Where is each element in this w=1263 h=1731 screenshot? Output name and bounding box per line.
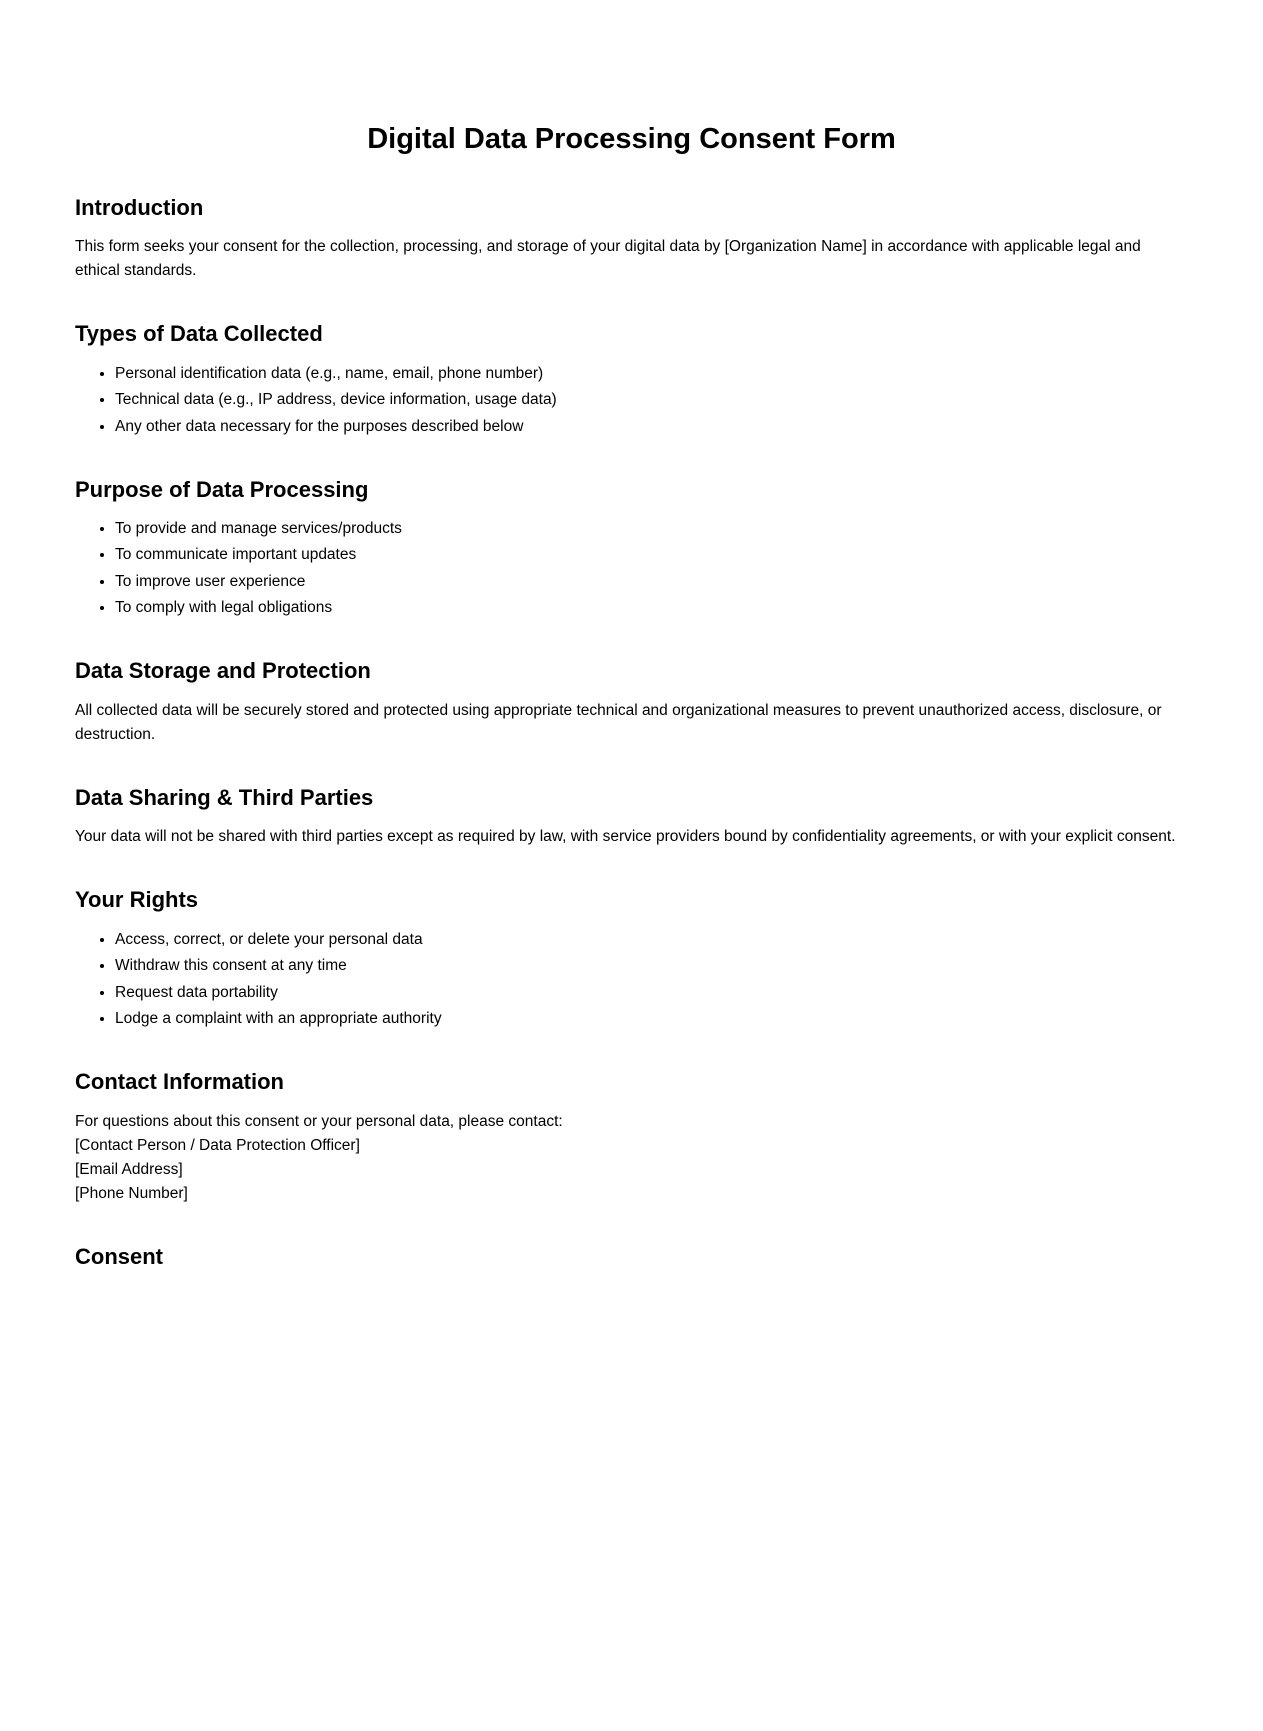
section-heading-consent: Consent	[75, 1243, 163, 1269]
section-heading-types-of-data-collected: Types of Data Collected	[75, 321, 323, 347]
data-sharing-paragraph: Your data will not be shared with third parties except as required by law, with service providers bound by confidentiality agreements, or with your explicit consent.	[75, 828, 1176, 846]
section-heading-data-storage-and-protection: Data Storage and Protection	[75, 658, 371, 684]
list-item: • Lodge a complaint with an appropriate authority	[115, 1007, 1188, 1031]
contact-intro-line: For questions about this consent or your personal data, please contact:	[75, 1112, 563, 1130]
section-heading-your-rights: Your Rights	[75, 887, 199, 913]
list-item: • Any other data necessary for the purposes described below	[115, 415, 1188, 439]
introduction-paragraph: This form seeks your consent for the collection, processing, and storage of your digital data by [Organization Name] in accordance with applicable legal and ethical standards.	[75, 238, 1141, 280]
section-heading-purpose-of-data-processing: Purpose of Data Processing	[75, 476, 369, 502]
section-heading-data-sharing-third-parties: Data Sharing & Third Parties	[75, 784, 374, 810]
list-item: • Technical data (e.g., IP address, device information, usage data)	[115, 388, 1188, 412]
contact-paragraph	[75, 1110, 1188, 1206]
your-rights-list	[75, 928, 1188, 1032]
list-item: • Withdraw this consent at any time	[115, 954, 1188, 978]
list-item: • To comply with legal obligations	[115, 596, 1188, 620]
list-item: • Access, correct, or delete your personal data	[115, 928, 1188, 952]
list-item: • Personal identification data (e.g., name, email, phone number)	[115, 362, 1188, 386]
list-item: • To communicate important updates	[115, 543, 1188, 567]
list-item: • Request data portability	[115, 981, 1188, 1005]
contact-person-line: [Contact Person / Data Protection Officer]	[75, 1136, 360, 1154]
types-of-data-list	[75, 362, 1188, 439]
section-heading-introduction: Introduction	[75, 194, 204, 220]
list-item: • To provide and manage services/products	[115, 517, 1188, 541]
contact-phone-line: [Phone Number]	[75, 1184, 188, 1202]
purpose-list	[75, 517, 1188, 621]
section-heading-contact-information: Contact Information	[75, 1069, 284, 1095]
data-storage-paragraph: All collected data will be securely stored and protected using appropriate technical and organizational measures to prevent unauthorized access, disclosure, or destruction.	[75, 701, 1162, 743]
list-item: • To improve user experience	[115, 570, 1188, 594]
contact-email-line: [Email Address]	[75, 1160, 183, 1178]
page-title: Digital Data Processing Consent Form	[367, 123, 896, 155]
